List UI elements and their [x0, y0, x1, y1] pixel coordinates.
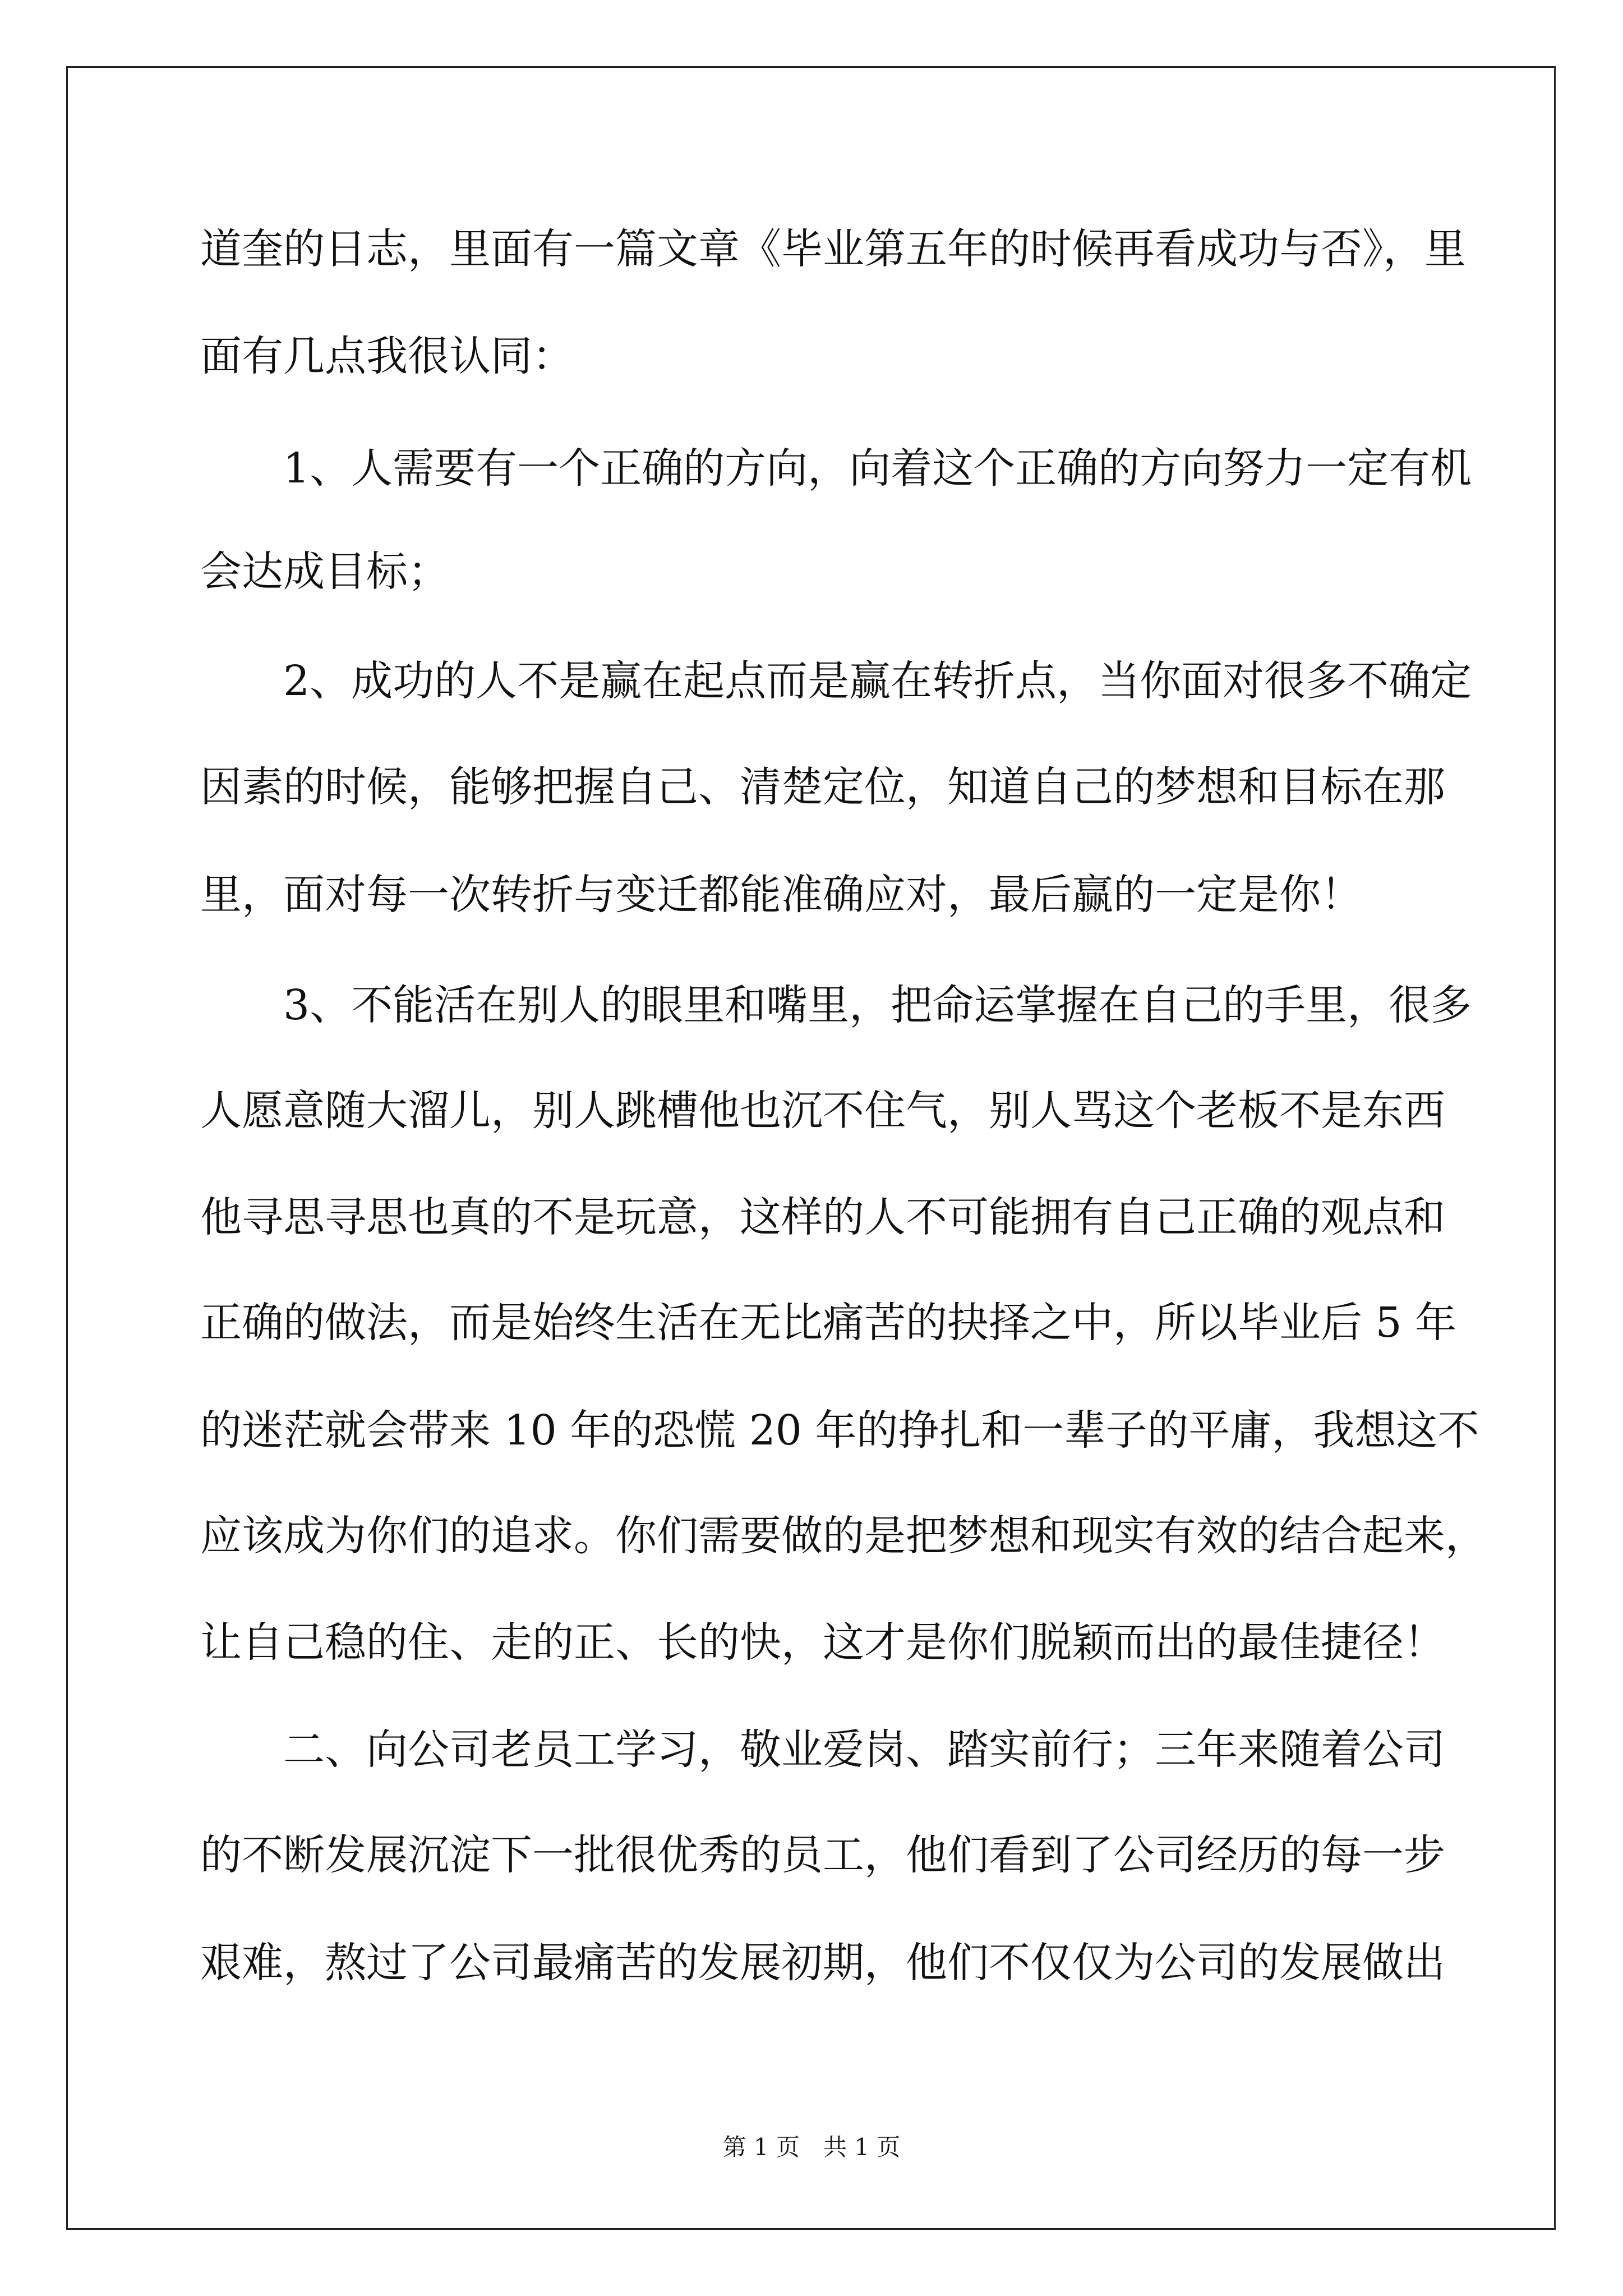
text-line: 里，面对每一次转折与变迁都能准确应对，最后赢的一定是你！: [200, 871, 1362, 919]
text-line: 的迷茫就会带来 10 年的恐慌 20 年的挣扎和一辈子的平庸，我想这不: [200, 1406, 1479, 1455]
text-line: 2、成功的人不是赢在起点而是赢在转折点，当你面对很多不确定: [200, 657, 1472, 705]
text-line: 正确的做法，而是始终生活在无比痛苦的抉择之中，所以毕业后 5 年: [200, 1299, 1457, 1347]
text-line: 面有几点我很认同：: [200, 332, 574, 380]
page-border: [66, 66, 1556, 2230]
text-line: 道奎的日志，里面有一篇文章《毕业第五年的时候再看成功与否》，里: [200, 225, 1466, 273]
text-line: 因素的时候，能够把握自己、清楚定位，知道自己的梦想和目标在那: [200, 763, 1445, 811]
text-line: 3、不能活在别人的眼里和嘴里，把命运掌握在自己的手里，很多: [200, 981, 1472, 1029]
text-line: 他寻思寻思也真的不是玩意，这样的人不可能拥有自己正确的观点和: [200, 1193, 1445, 1241]
text-line: 1、人需要有一个正确的方向，向着这个正确的方向努力一定有机: [200, 444, 1472, 493]
text-line: 应该成为你们的追求。你们需要做的是把梦想和现实有效的结合起来，: [200, 1512, 1487, 1560]
text-line: 让自己稳的住、走的正、长的快，这才是你们脱颖而出的最佳捷径！: [200, 1618, 1445, 1667]
text-line: 人愿意随大溜儿，别人跳槽他也沉不住气，别人骂这个老板不是东西: [200, 1087, 1445, 1135]
text-line: 艰难，熬过了公司最痛苦的发展初期，他们不仅仅为公司的发展做出: [200, 1939, 1445, 1987]
text-line: 会达成目标；: [200, 547, 449, 596]
text-line: 二、向公司老员工学习，敬业爱岗、踏实前行；三年来随着公司: [200, 1726, 1445, 1774]
text-line: 的不断发展沉淀下一批很优秀的员工，他们看到了公司经历的每一步: [200, 1831, 1445, 1879]
page-footer: 第 1 页 共 1 页: [722, 2133, 901, 2161]
